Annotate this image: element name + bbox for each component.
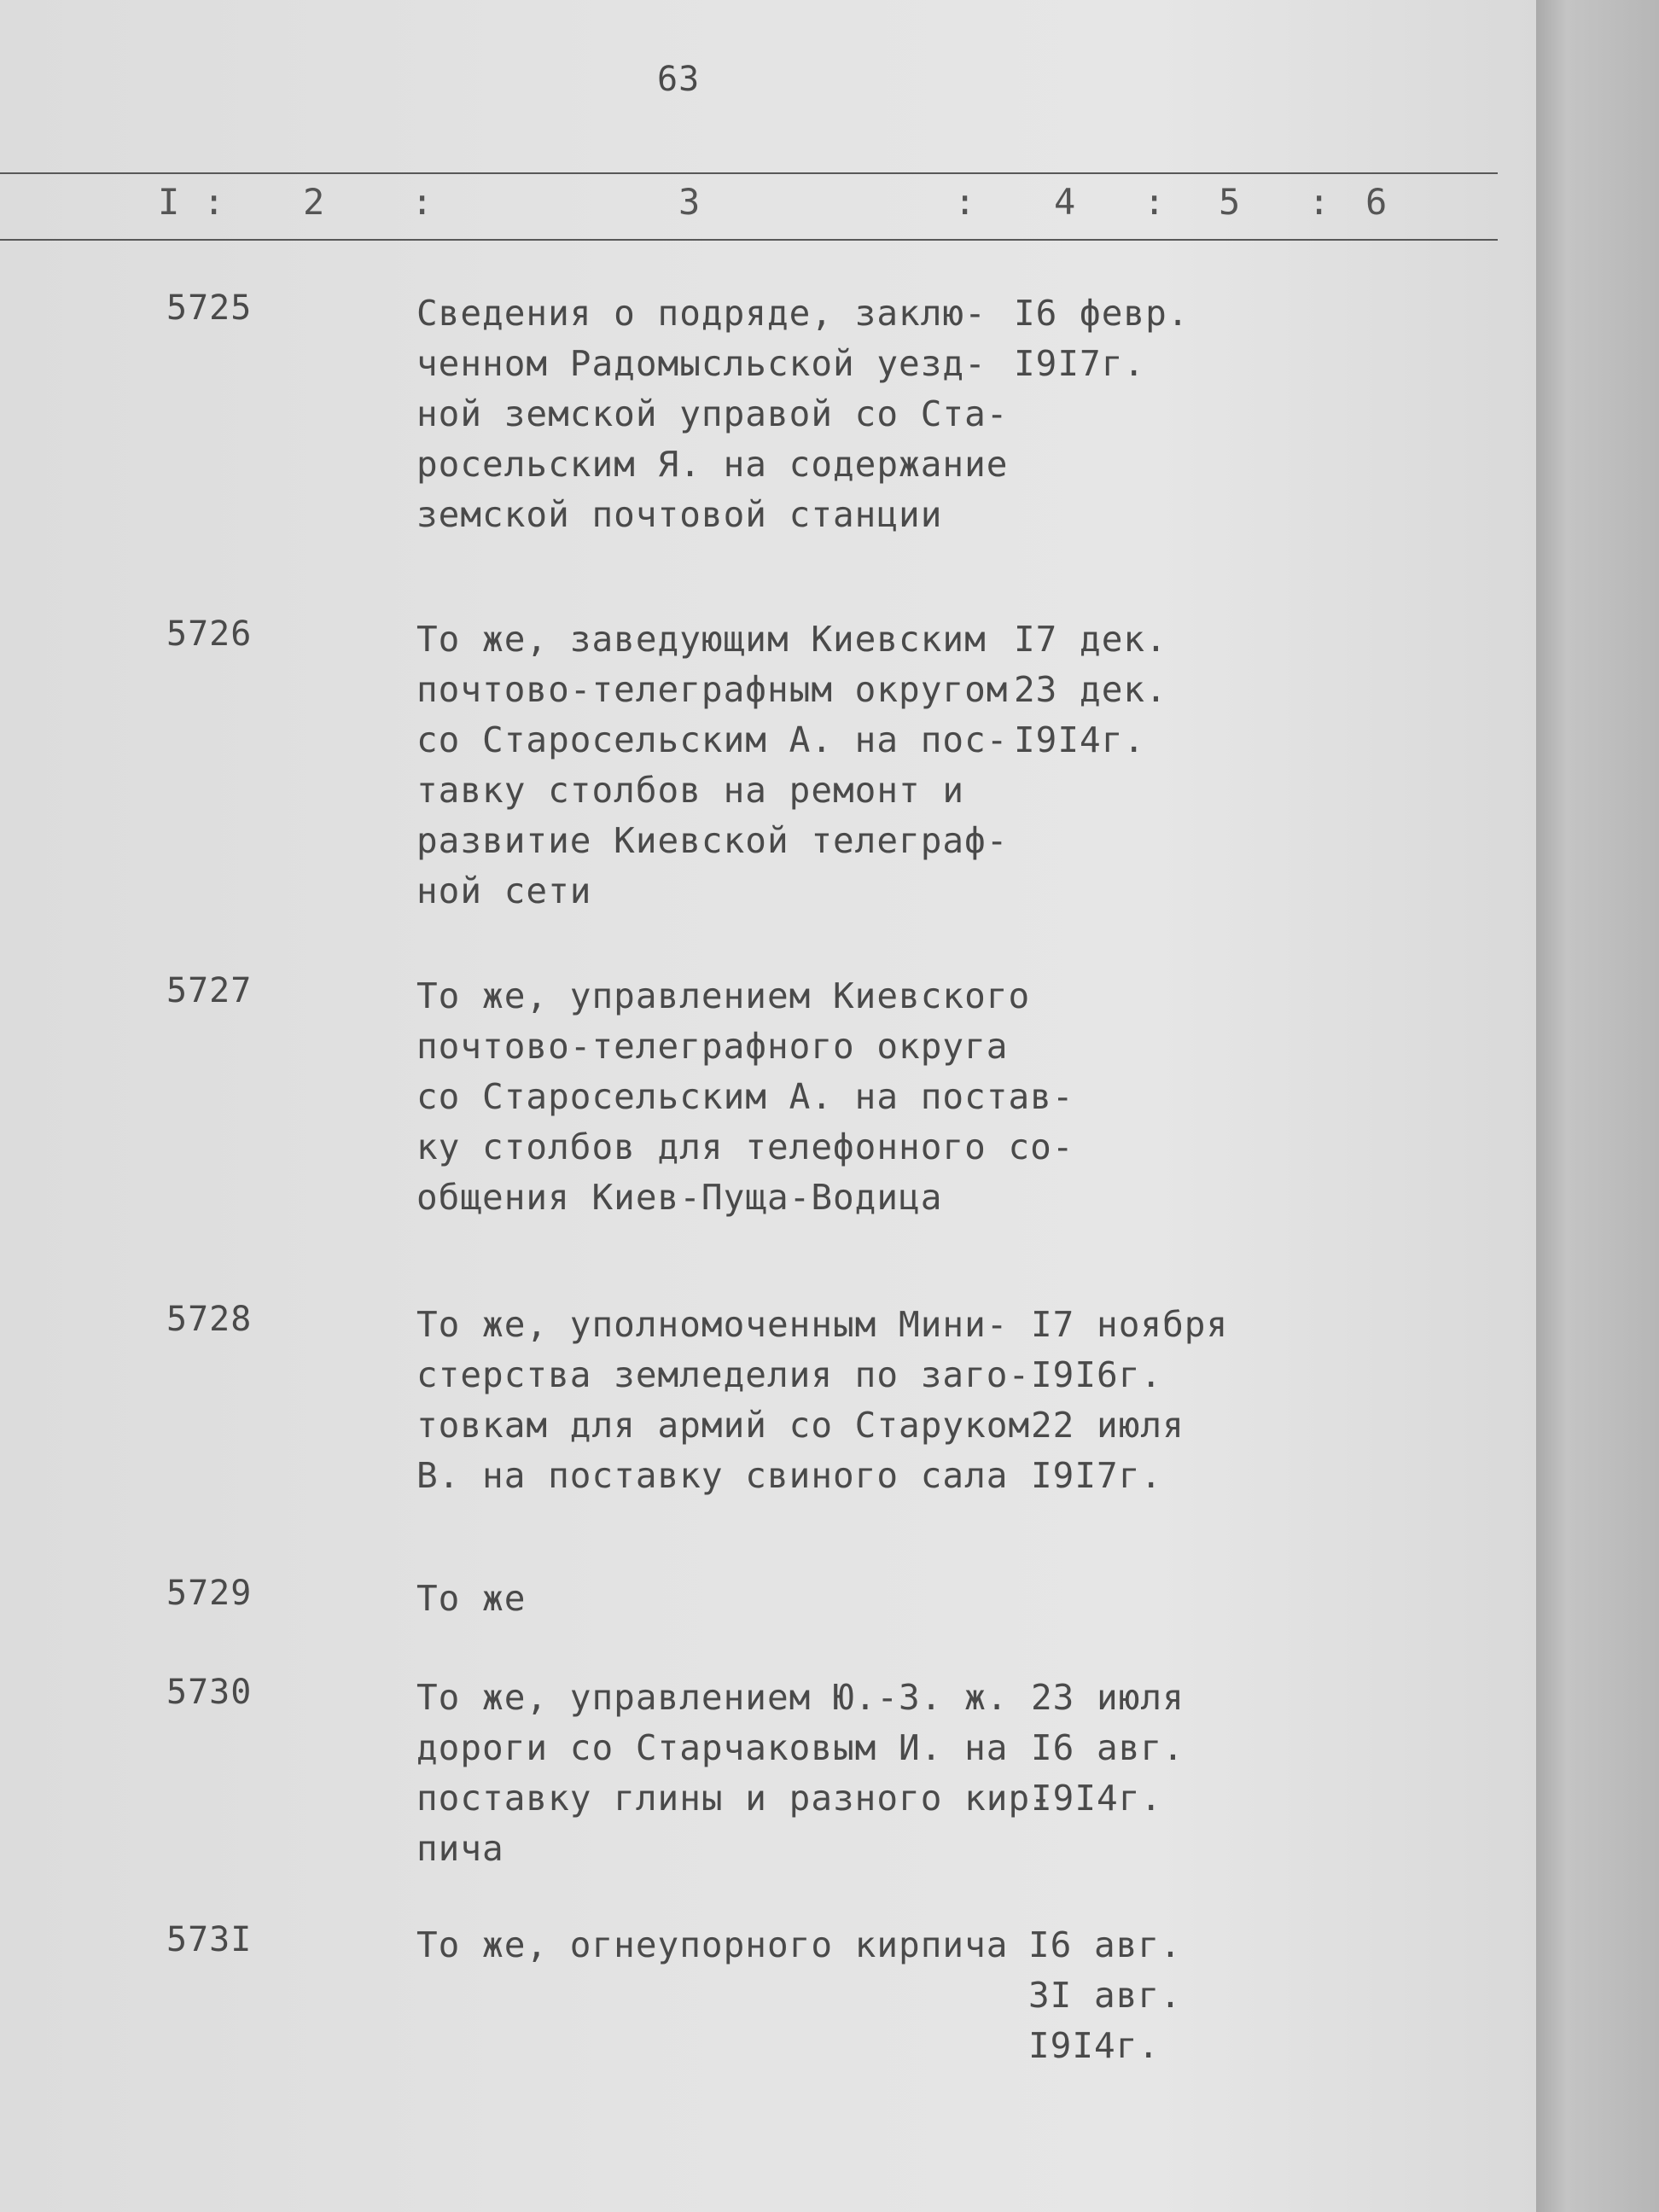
description-line: То же [416,1578,527,1619]
entry-number: 5727 [166,971,253,1010]
description-line: ной сети [416,870,592,911]
column-header-1: I [158,181,180,223]
description-line: почтово-телеграфного округа [416,1026,1009,1067]
entry-number: 5728 [166,1300,253,1339]
column-separator: : [954,181,976,223]
entry-description [416,1300,1065,1501]
column-header-2: 2 [303,181,325,223]
entry-number: 5730 [166,1673,253,1712]
description-line: почтово-телеграфным округом [416,669,1009,710]
date-line: I6 авг. [1031,1727,1185,1768]
entry-dates [1014,288,1270,389]
date-line: I6 февр. [1014,293,1190,334]
column-separator: : [411,181,434,223]
date-line: 22 июля [1031,1405,1185,1446]
date-line: I9I4г. [1028,2025,1161,2066]
entry-description [416,1574,1065,1624]
description-line: земской почтовой станции [416,494,943,535]
column-header-6: 6 [1365,181,1388,223]
date-line: I9I4г. [1014,719,1146,760]
header-top-rule [0,172,1498,174]
date-line: I9I4г. [1031,1778,1163,1819]
description-line: ной земской управой со Ста- [416,393,1009,434]
description-line: поставку глины и разного кир- [416,1778,1052,1819]
description-line: стерства земледелия по заго- [416,1354,1031,1395]
date-line: I9I7г. [1014,343,1146,384]
date-line: 23 дек. [1014,669,1167,710]
column-header-3: 3 [678,181,701,223]
entry-dates [1028,1920,1284,2071]
entry-dates [1031,1300,1287,1501]
date-line: I7 дек. [1014,619,1167,660]
column-separator: : [203,181,225,223]
entry-description [416,1673,1065,1874]
column-header-5: 5 [1219,181,1241,223]
description-line: тавку столбов на ремонт и [416,770,965,811]
column-separator: : [1308,181,1330,223]
page-number: 63 [657,60,701,99]
column-header-4: 4 [1054,181,1076,223]
description-line: росельским Я. на содержание [416,444,1009,485]
description-line: Сведения о подряде, заклю- [416,293,987,334]
entry-description [416,971,1074,1223]
description-line: товкам для армий со Старуком [416,1405,1031,1446]
date-line: I9I6г. [1031,1354,1163,1395]
description-line: В. на поставку свиного сала [416,1455,1009,1496]
entry-description [416,1920,1065,1970]
date-line: I9I7г. [1031,1455,1163,1496]
description-line: пича [416,1828,504,1869]
description-line: дороги со Старчаковым И. на [416,1727,1009,1768]
description-line: То же, заведующим Киевским [416,619,987,660]
entry-number: 573I [166,1920,253,1959]
date-line: I6 авг. [1028,1924,1182,1965]
description-line: ку столбов для телефонного со- [416,1126,1074,1167]
entry-number: 5729 [166,1574,253,1613]
page-edge-shadow [1536,0,1659,2212]
column-separator: : [1144,181,1166,223]
date-line: I7 ноября [1031,1304,1229,1345]
entry-description [416,614,1065,917]
entry-number: 5725 [166,288,253,328]
entry-description [416,288,1065,540]
date-line: 23 июля [1031,1677,1185,1718]
entry-number: 5726 [166,614,253,654]
description-line: со Старосельским А. на пос- [416,719,1009,760]
description-line: развитие Киевской телеграф- [416,820,1009,861]
description-line: То же, уполномоченным Мини- [416,1304,1009,1345]
description-line: со Старосельским А. на постав- [416,1076,1074,1117]
entry-dates [1014,614,1270,765]
description-line: общения Киев-Пуща-Водица [416,1177,943,1218]
date-line: 3I авг. [1028,1975,1182,2016]
header-bottom-rule [0,239,1498,241]
entry-dates [1031,1673,1287,1824]
description-line: То же, огнеупорного кирпича [416,1924,1009,1965]
description-line: То же, управлением Ю.-З. ж. [416,1677,1009,1718]
description-line: ченном Радомысльской уезд- [416,343,987,384]
description-line: То же, управлением Киевского [416,975,1031,1016]
